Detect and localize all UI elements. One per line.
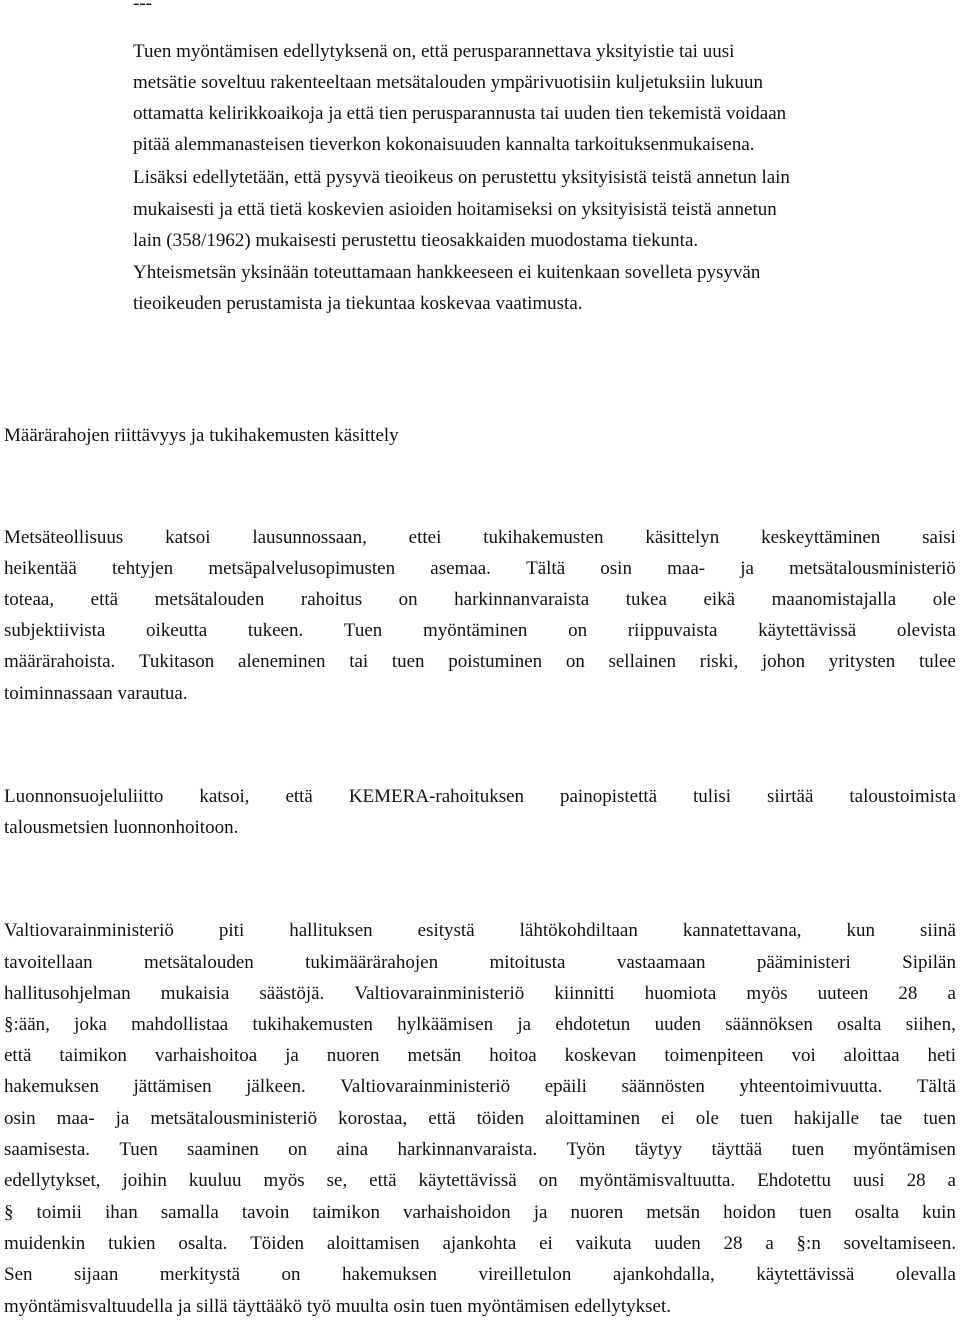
word: metsäpalvelusopimusten — [208, 558, 396, 579]
word: poistuminen — [448, 651, 543, 672]
word: taloustoimista — [849, 786, 956, 807]
word: ole — [695, 1108, 719, 1129]
word: Valtiovarainministeriö — [340, 1076, 511, 1097]
word: osin — [4, 1108, 36, 1129]
word: osalta — [837, 1014, 882, 1035]
word: hylkäämisen — [397, 1014, 494, 1035]
word: ole — [932, 589, 956, 610]
word: Tukitason — [138, 651, 215, 672]
word: maa- — [56, 1108, 95, 1129]
word: osalta. — [178, 1233, 228, 1254]
word: samalla — [160, 1202, 219, 1223]
text-line — [4, 619, 956, 643]
word: varhaishoitoa — [154, 1045, 258, 1066]
word: §:n — [796, 1233, 821, 1254]
word: hakijalle — [793, 1108, 860, 1129]
word: aloittamisen — [326, 1233, 420, 1254]
word: Sipilän — [902, 952, 956, 973]
word: voi — [791, 1045, 816, 1066]
word: uuden — [654, 1014, 702, 1035]
word: ja — [115, 1108, 130, 1129]
word: osalta — [854, 1202, 900, 1223]
word: toimenpiteen — [664, 1045, 764, 1066]
word: lähtökohdiltaan — [519, 920, 638, 941]
word: korostaa, — [338, 1108, 408, 1129]
word: että — [369, 1170, 397, 1191]
word: joka — [74, 1014, 107, 1035]
word: eikä — [703, 589, 736, 610]
word: riski, — [699, 651, 739, 672]
word: uuteen — [817, 983, 869, 1004]
word: taimikon — [312, 1202, 380, 1223]
word: säästöjä. — [259, 983, 325, 1004]
word: mukaisia — [160, 983, 230, 1004]
word: Töiden — [250, 1233, 305, 1254]
word: hakemuksen — [342, 1264, 438, 1285]
word: Valtiovarainministeriö — [4, 920, 174, 941]
word: heti — [927, 1045, 956, 1066]
word: maanomistajalla — [771, 589, 897, 610]
word: ajankohdalla, — [612, 1264, 715, 1285]
word: Tältä — [916, 1076, 956, 1097]
separator: --- — [133, 0, 152, 14]
word: kuuluu — [188, 1170, 242, 1191]
text-line — [4, 919, 956, 943]
word: a — [947, 983, 956, 1004]
text-line: mukaisesti ja että tietä koskevien asioiden hoitamiseksi on yksityisistä teistä annetun — [133, 199, 777, 220]
word: tukihakemusten — [252, 1014, 373, 1035]
word: KEMERA-rahoituksen — [348, 786, 525, 807]
word: on — [568, 620, 588, 641]
text-line: pitää alemmanasteisen tieverkon kokonaisuuden kannalta tarkoituksenmukaisena. — [133, 134, 755, 155]
word: myöntäminen — [422, 620, 528, 641]
word: Tältä — [526, 558, 566, 579]
word: tukea — [625, 589, 667, 610]
word: kannatettavana, — [682, 920, 802, 941]
word: 28 — [723, 1233, 743, 1254]
word: saisi — [922, 527, 956, 548]
word: on — [565, 651, 585, 672]
word: myöntämisen — [853, 1139, 956, 1160]
word: toimii — [36, 1202, 82, 1223]
word: hoitoa — [489, 1045, 537, 1066]
word: jälkeen. — [246, 1076, 306, 1097]
word: on — [281, 1264, 301, 1285]
word: sellainen — [608, 651, 677, 672]
word: epäili — [544, 1076, 587, 1097]
word: metsätalousministeriö — [150, 1108, 318, 1129]
word: joihin — [122, 1170, 167, 1191]
word: kuin — [922, 1202, 956, 1223]
word: aloittaminen — [545, 1108, 641, 1129]
text-line: toiminnassaan varautua. — [4, 683, 188, 704]
text-line: ottamatta kelirikkoaikoja ja että tien perusparannusta tai uuden tien tekemistä voidaan — [133, 103, 787, 124]
word: heikentää — [4, 558, 77, 579]
word: uuden — [654, 1233, 701, 1254]
text-line — [4, 526, 956, 550]
section-heading: Määrärahojen riittävyys ja tukihakemusten käsittely — [4, 425, 399, 446]
word: tavoin — [241, 1202, 290, 1223]
word: mahdollistaa — [131, 1014, 229, 1035]
word: tae — [880, 1108, 903, 1129]
word: jättämisen — [133, 1076, 212, 1097]
word: Tuen — [119, 1139, 158, 1160]
word: edellytykset, — [4, 1170, 101, 1191]
word: muidenkin — [4, 1233, 86, 1254]
word: hallituksen — [289, 920, 373, 941]
word: metsätalouden — [154, 589, 265, 610]
word: hallitusohjelman — [4, 983, 131, 1004]
text-line: tieoikeuden perustamista ja tiekuntaa koskevaa vaatimusta. — [133, 293, 583, 314]
word: subjektiivista — [4, 620, 106, 641]
word: tukihakemusten — [483, 527, 604, 548]
word: mitoitusta — [489, 952, 566, 973]
word: painopistettä — [559, 786, 658, 807]
word: aloittaa — [843, 1045, 900, 1066]
text-line — [4, 1138, 956, 1162]
word: myöntämisvaltuutta. — [579, 1170, 736, 1191]
word: rahoitus — [300, 589, 363, 610]
word: ajankohta — [442, 1233, 517, 1254]
word: Luonnonsuojeluliitto — [4, 786, 164, 807]
word: §:ään, — [4, 1014, 50, 1035]
word: olevista — [896, 620, 956, 641]
text-line — [4, 1044, 956, 1068]
word: käsittelyn — [645, 527, 720, 548]
text-line — [4, 1075, 956, 1099]
word: metsätalousministeriö — [789, 558, 956, 579]
word: tuen — [791, 1139, 825, 1160]
text-line — [4, 1107, 956, 1131]
word: nuoren — [326, 1045, 380, 1066]
word: tuen — [798, 1202, 832, 1223]
word: säännösten — [621, 1076, 705, 1097]
word: ihan — [105, 1202, 138, 1223]
word: huomiota — [644, 983, 717, 1004]
word: katsoi, — [199, 786, 250, 807]
word: harkinnanvaraista — [454, 589, 590, 610]
word: on — [538, 1170, 558, 1191]
word: siihen, — [905, 1014, 956, 1035]
word: ettei — [408, 527, 442, 548]
word: keskeyttäminen — [761, 527, 881, 548]
text-line: lain (358/1962) mukaisesti perustettu tieosakkaiden muodostama tiekunta. — [133, 230, 699, 251]
word: se, — [326, 1170, 348, 1191]
text-line: metsätie soveltuu rakenteeltaan metsätalouden ympärivuotisiin kuljetuksiin lukuun — [133, 72, 764, 93]
word: koskevan — [564, 1045, 637, 1066]
word: maa- — [667, 558, 706, 579]
word: siinä — [920, 920, 956, 941]
word: a — [947, 1170, 956, 1191]
word: hakemuksen — [4, 1076, 99, 1097]
text-line — [4, 557, 956, 581]
word: että — [285, 786, 313, 807]
text-line: Yhteismetsän yksinään toteuttamaan hankkeeseen ei kuitenkaan sovelleta pysyvän — [133, 262, 761, 283]
word: ja — [740, 558, 754, 579]
word: että — [4, 1045, 32, 1066]
word: 28 — [906, 1170, 926, 1191]
word: myös — [746, 983, 788, 1004]
text-line: Tuen myöntämisen edellytyksenä on, että perusparannettava yksityistie tai uusi — [133, 41, 735, 62]
word: metsän — [646, 1202, 701, 1223]
word: käytettävissä — [418, 1170, 517, 1191]
word: tukien — [108, 1233, 156, 1254]
word: pääministeri — [756, 952, 851, 973]
word: osin — [600, 558, 632, 579]
word: vaikuta — [575, 1233, 632, 1254]
word: vireilletulon — [478, 1264, 572, 1285]
word: on — [288, 1139, 308, 1160]
word: kiinnitti — [554, 983, 615, 1004]
word: varhaishoidon — [403, 1202, 511, 1223]
word: ei — [661, 1108, 675, 1129]
word: tehtyjen — [111, 558, 174, 579]
word: ja — [533, 1202, 548, 1223]
word: tukimäärärahojen — [305, 952, 439, 973]
word: tulisi — [693, 786, 732, 807]
word: a — [765, 1233, 774, 1254]
word: että — [90, 589, 119, 610]
word: säännöksen — [725, 1014, 813, 1035]
word: aleneminen — [237, 651, 326, 672]
text-line — [4, 1201, 956, 1225]
text-line — [4, 951, 956, 975]
word: määrärahoista. — [4, 651, 116, 672]
word: merkitystä — [159, 1264, 241, 1285]
word: Valtiovarainministeriö — [354, 983, 525, 1004]
word: tukeen. — [247, 620, 304, 641]
word: asemaa. — [430, 558, 491, 579]
word: riippuvaista — [627, 620, 718, 641]
word: toteaa, — [4, 589, 55, 610]
word: Ehdotettu — [757, 1170, 832, 1191]
word: täyttää — [711, 1139, 763, 1160]
text-line: Lisäksi edellytetään, että pysyvä tieoikeus on perustettu yksityisistä teistä annetun lain — [133, 167, 790, 188]
word: 28 — [898, 983, 918, 1004]
word: piti — [218, 920, 245, 941]
word: oikeutta — [145, 620, 208, 641]
word: esitystä — [417, 920, 475, 941]
word: kun — [846, 920, 876, 941]
word: yritysten — [828, 651, 896, 672]
word: ehdotetun — [555, 1014, 631, 1035]
text-line — [4, 982, 956, 1006]
text-line: myöntämisvaltuudella ja sillä täyttääkö työ muulta osin tuen myöntämisen edellytykset. — [4, 1296, 671, 1317]
word: § — [4, 1202, 14, 1223]
word: on — [398, 589, 418, 610]
word: Työn — [566, 1139, 606, 1160]
word: tavoitellaan — [4, 952, 93, 973]
word: nuoren — [570, 1202, 624, 1223]
word: harkinnanvaraista. — [397, 1139, 538, 1160]
text-line — [4, 650, 956, 674]
word: katsoi — [165, 527, 211, 548]
word: johon — [761, 651, 806, 672]
word: taimikon — [59, 1045, 127, 1066]
word: siirtää — [767, 786, 814, 807]
word: vastaamaan — [616, 952, 706, 973]
word: tuen — [391, 651, 425, 672]
text-line: talousmetsien luonnonhoitoon. — [4, 817, 239, 838]
word: soveltamiseen. — [843, 1233, 956, 1254]
word: saaminen — [187, 1139, 259, 1160]
word: metsän — [407, 1045, 462, 1066]
word: metsätalouden — [144, 952, 254, 973]
text-line — [4, 785, 956, 809]
word: ei — [539, 1233, 553, 1254]
word: yhteentoimivuutta. — [739, 1076, 883, 1097]
word: käytettävissä — [756, 1264, 855, 1285]
text-line — [4, 1232, 956, 1256]
word: tulee — [918, 651, 956, 672]
word: myös — [263, 1170, 305, 1191]
word: Sen — [4, 1264, 33, 1285]
word: täytyy — [634, 1139, 683, 1160]
text-line — [4, 1169, 956, 1193]
word: käytettävissä — [758, 620, 857, 641]
word: lausunnossaan, — [252, 527, 367, 548]
word: tuen — [739, 1108, 773, 1129]
word: Metsäteollisuus — [4, 527, 124, 548]
text-line — [4, 1263, 956, 1287]
word: olevalla — [895, 1264, 956, 1285]
text-line — [4, 1013, 956, 1037]
word: sijaan — [74, 1264, 119, 1285]
word: ja — [285, 1045, 299, 1066]
word: aina — [336, 1139, 369, 1160]
word: tai — [349, 651, 369, 672]
word: tuen — [923, 1108, 956, 1129]
word: töiden — [476, 1108, 525, 1129]
word: ja — [517, 1014, 532, 1035]
word: Tuen — [343, 620, 383, 641]
text-line — [4, 588, 956, 612]
word: että — [428, 1108, 456, 1129]
word: uusi — [852, 1170, 885, 1191]
word: hoidon — [723, 1202, 776, 1223]
word: saamisesta. — [4, 1139, 91, 1160]
